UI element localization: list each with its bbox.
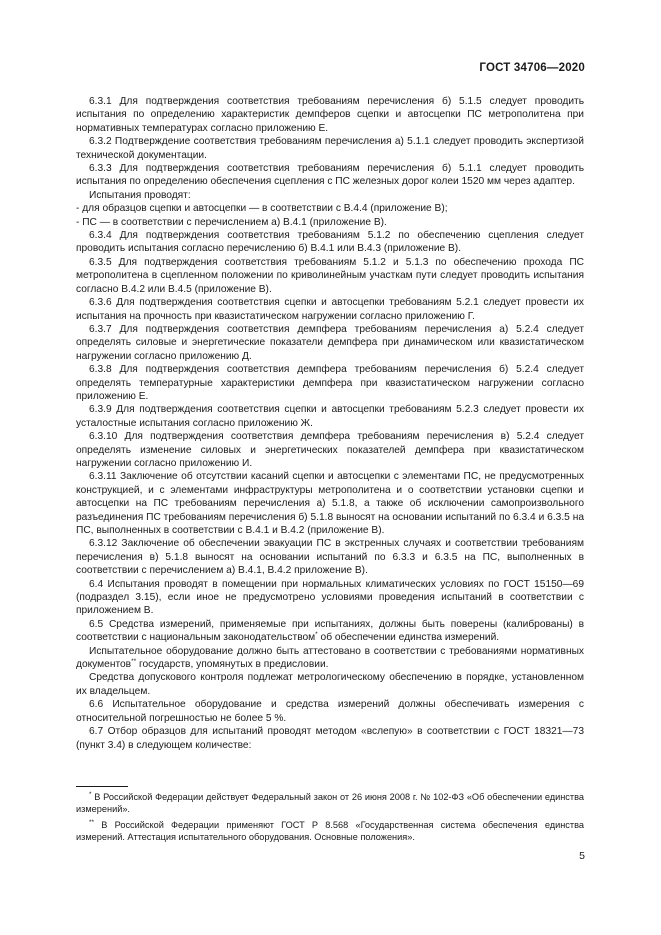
paragraph-6-3-4: 6.3.4 Для подтверждения соответствия требованиям 5.1.2 по обеспечению сцепления следует проводить испытания согласно перечислению б) В.4.1 или В.4.3 (приложение В).	[76, 230, 584, 255]
footnote-mark-2: **	[89, 818, 95, 826]
paragraph-equipment	[76, 645, 584, 672]
paragraph-6-3-1: 6.3.1 Для подтверждения соответствия требованиям перечисления б) 5.1.5 следует проводить испытания по определению характеристик демпферов сцепки и автосцепки ПС метрополитена при нормативных температурах согласно приложению Е.	[76, 96, 584, 134]
footnote-1-text: В Российской Федерации действует Федеральный закон от 26 июня 2008 г. № 102-ФЗ «Об обеспечении единства измерений».	[76, 792, 584, 815]
paragraph-6-5-tail: об обеспечении единства измерений.	[317, 632, 500, 644]
footnote-2	[76, 819, 584, 844]
list-item: - ПС — в соответствии с перечислением а) В.4.1 (приложение В).	[76, 216, 387, 228]
paragraph-6-3-10: 6.3.10 Для подтверждения соответствия демпфера требованиям перечисления в) 5.2.4 следует определять изменение силовых и энергетических показателей демпфера при квазистатическом нагружении согласно приложению И.	[76, 431, 584, 469]
paragraph-6-3-8: 6.3.8 Для подтверждения соответствия демпфера требованиям перечисления б) 5.2.4 следует определять температурные характеристики демпфера при квазистатическом нагружении согласно приложению Е.	[76, 364, 584, 402]
footnote-ref-1: *	[315, 631, 318, 639]
footnote-mark-1: *	[89, 791, 92, 798]
paragraph-tests-intro: Испытания проводят:	[89, 189, 191, 201]
paragraph-6-3-11: 6.3.11 Заключение об отсутствии касаний сцепки и автосцепки с элементами ПС, не предусмотренных конструкцией, и с элементами инфраструктуры метрополитена и о соответствии установки сцепки и автосцепки на ПС требованиям перечисления а) 5.1.8, а также об исключении самопроизвольного разъединения ПС требованиям перечисления б) 5.1.8 выносят на основании испытаний по 6.3.4 и 6.3.5 на ПС, выполненных в соответствии с В.4.1 и В.4.2 (приложение В).	[76, 471, 584, 536]
paragraph-6-5	[76, 618, 584, 645]
paragraph-6-6: 6.6 Испытательное оборудование и средства измерений должны обеспечивать измерения с относительной погрешностью не более 5 %.	[76, 699, 584, 724]
paragraph-6-3-9: 6.3.9 Для подтверждения соответствия сцепки и автосцепки требованиям 5.2.3 следует провести их усталостные испытания согласно приложению Ж.	[76, 404, 584, 429]
paragraph-6-3-6: 6.3.6 Для подтверждения соответствия сцепки и автосцепки требованиям 5.2.1 следует провести их испытания на прочность при квазистатическом нагружении согласно приложению Г.	[76, 297, 584, 322]
paragraph-6-5-text: 6.5 Средства измерений, применяемые при испытаниях, должны быть поверены (калиброваны) в соответствии с национальным законодательством	[76, 618, 584, 644]
document-header: ГОСТ 34706—2020	[479, 62, 585, 74]
paragraph-6-3-2: 6.3.2 Подтверждение соответствия требованиям перечисления а) 5.1.1 следует проводить экспертизой технической документации.	[76, 136, 584, 161]
paragraph-control-means: Средства допускового контроля подлежат метрологическому обеспечению в порядке, установленном их владельцем.	[76, 672, 584, 697]
footnotes	[76, 791, 584, 847]
footnote-divider	[76, 786, 128, 787]
paragraph-equipment-text: Испытательное оборудование должно быть аттестовано в соответствии с требованиями нормативных документов	[76, 645, 584, 671]
footnote-ref-2: **	[131, 658, 137, 666]
document-body	[76, 95, 584, 752]
footnote-1	[76, 791, 584, 816]
paragraph-6-3-3: 6.3.3 Для подтверждения соответствия требованиям перечисления б) 5.1.1 следует проводить испытания по определению обеспечения сцепления с ПС железных дорог колеи 1520 мм через адаптер.	[76, 163, 584, 188]
list-item: - для образцов сцепки и автосцепки — в соответствии с В.4.4 (приложение В);	[76, 203, 448, 215]
paragraph-6-3-5: 6.3.5 Для подтверждения соответствия требованиям 5.1.2 и 5.1.3 по обеспечению прохода ПС метрополитена в сцепленном положении по криволинейным участкам пути следует проводить испытания согласно В.4.2 или В.4.5 (приложение В).	[76, 256, 584, 295]
paragraph-6-3-7: 6.3.7 Для подтверждения соответствия демпфера требованиям перечисления а) 5.2.4 следует определять силовые и энергетические показатели демпфера при динамическом или квазистатическом нагружении согласно приложению Д.	[76, 323, 584, 362]
page-number: 5	[579, 850, 585, 862]
paragraph-6-7: 6.7 Отбор образцов для испытаний проводят методом «вслепую» в соответствии с ГОСТ 18321—73 (пункт 3.4) в следующем количестве:	[76, 726, 584, 751]
paragraph-6-4: 6.4 Испытания проводят в помещении при нормальных климатических условиях по ГОСТ 15150—69 (подраздел 3.15), если иное не предусмотрено условиями проведения испытаний в соответствии с приложением В.	[76, 578, 584, 617]
footnote-2-text: В Российской Федерации применяют ГОСТ Р 8.568 «Государственная система обеспечения единства измерений. Аттестация испытательного оборудования. Основные положения».	[76, 819, 584, 843]
paragraph-equipment-tail: государств, упомянутых в предисловии.	[136, 659, 329, 671]
paragraph-6-3-12: 6.3.12 Заключение об обеспечении эвакуации ПС в экстренных случаях и соответствии требованиям перечисления в) 5.1.8 выносят на основании испытаний по 6.3.3 и 6.3.5 на ПС, выполненных в соответствии с перечислением а) В.4.1, В.4.2 приложение В).	[76, 538, 584, 577]
